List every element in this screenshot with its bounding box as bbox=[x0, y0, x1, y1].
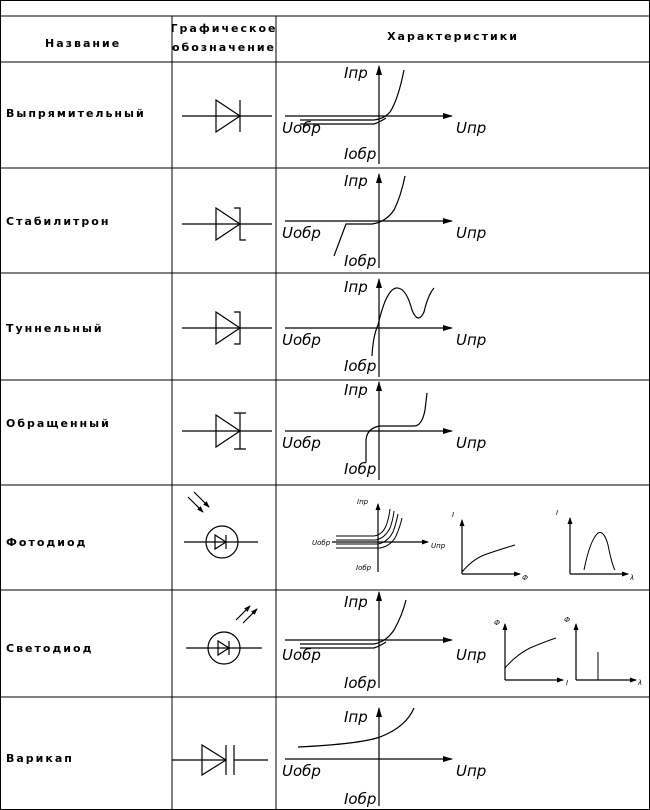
varicap-label-ipr: Iпр bbox=[344, 708, 368, 726]
row-name-rectifier: Выпрямительный bbox=[6, 107, 146, 120]
rectifier-label-upr: Uпр bbox=[456, 119, 487, 137]
rectifier-label-ipr: Iпр bbox=[344, 64, 368, 82]
varicap-label-uobr: Uобр bbox=[282, 762, 321, 780]
photodiode-label-iobr: Iобр bbox=[356, 564, 372, 572]
photodiode-label-upr: Uпр bbox=[431, 542, 446, 550]
zener-label-ipr: Iпр bbox=[344, 172, 368, 190]
photodiode-label-lambda: λ bbox=[630, 574, 635, 582]
led-label-ipr: Iпр bbox=[344, 593, 368, 611]
led-label-phi-2: Ф bbox=[564, 616, 571, 624]
backward-label-ipr: Iпр bbox=[344, 381, 368, 399]
photodiode-iv-family bbox=[332, 504, 428, 572]
varicap-label-iobr: Iобр bbox=[344, 790, 377, 808]
row-name-tunnel: Туннельный bbox=[6, 322, 104, 335]
led-label-lambda: λ bbox=[638, 679, 643, 687]
photodiode-symbol bbox=[184, 492, 258, 558]
led-flux-vs-current bbox=[505, 624, 563, 680]
header-name: Название bbox=[45, 37, 122, 50]
header-symbol-line2: обозначение bbox=[172, 41, 276, 54]
backward-label-uobr: Uобр bbox=[282, 434, 321, 452]
varicap-label-upr: Uпр bbox=[456, 762, 487, 780]
backward-diode-symbol bbox=[182, 413, 272, 449]
photodiode-label-uobr: Uобр bbox=[312, 539, 331, 547]
rectifier-label-iobr: Iобр bbox=[344, 145, 377, 163]
photodiode-label-phi: Ф bbox=[522, 574, 529, 582]
tunnel-label-upr: Uпр bbox=[456, 331, 487, 349]
backward-label-upr: Uпр bbox=[456, 434, 487, 452]
rectifier-label-uobr: Uобр bbox=[282, 119, 321, 137]
row-name-varicap: Варикап bbox=[6, 752, 74, 765]
header-characteristics: Характеристики bbox=[387, 30, 519, 43]
led-label-i: I bbox=[566, 679, 569, 687]
varicap-symbol bbox=[172, 745, 268, 775]
photodiode-label-ipr: Iпр bbox=[357, 498, 369, 506]
photodiode-label-i-2: I bbox=[556, 509, 559, 517]
tunnel-label-iobr: Iобр bbox=[344, 357, 377, 375]
row-name-zener: Стабилитрон bbox=[6, 215, 111, 228]
photodiode-label-i-1: I bbox=[452, 511, 455, 519]
row-name-led: Светодиод bbox=[6, 642, 94, 655]
led-label-iobr: Iобр bbox=[344, 674, 377, 692]
backward-label-iobr: Iобр bbox=[344, 460, 377, 478]
led-symbol bbox=[186, 606, 262, 664]
zener-label-iobr: Iобр bbox=[344, 252, 377, 270]
photodiode-current-vs-flux bbox=[462, 520, 520, 574]
led-label-uobr: Uобр bbox=[282, 646, 321, 664]
tunnel-label-ipr: Iпр bbox=[344, 278, 368, 296]
led-label-phi-1: Ф bbox=[494, 619, 501, 627]
zener-label-uobr: Uобр bbox=[282, 224, 321, 242]
row-name-photodiode: Фотодиод bbox=[6, 536, 88, 549]
led-spectral-emission bbox=[576, 624, 636, 680]
zener-diode-symbol bbox=[182, 208, 272, 240]
photodiode-spectral-response bbox=[570, 518, 628, 574]
header-symbol-line1: Графическое bbox=[170, 22, 278, 35]
tunnel-diode-symbol bbox=[182, 312, 272, 344]
led-label-upr: Uпр bbox=[456, 646, 487, 664]
table-grid bbox=[0, 1, 650, 810]
rectifier-diode-symbol bbox=[182, 100, 272, 132]
tunnel-label-uobr: Uобр bbox=[282, 331, 321, 349]
zener-label-upr: Uпр bbox=[456, 224, 487, 242]
row-name-backward: Обращенный bbox=[6, 417, 111, 430]
